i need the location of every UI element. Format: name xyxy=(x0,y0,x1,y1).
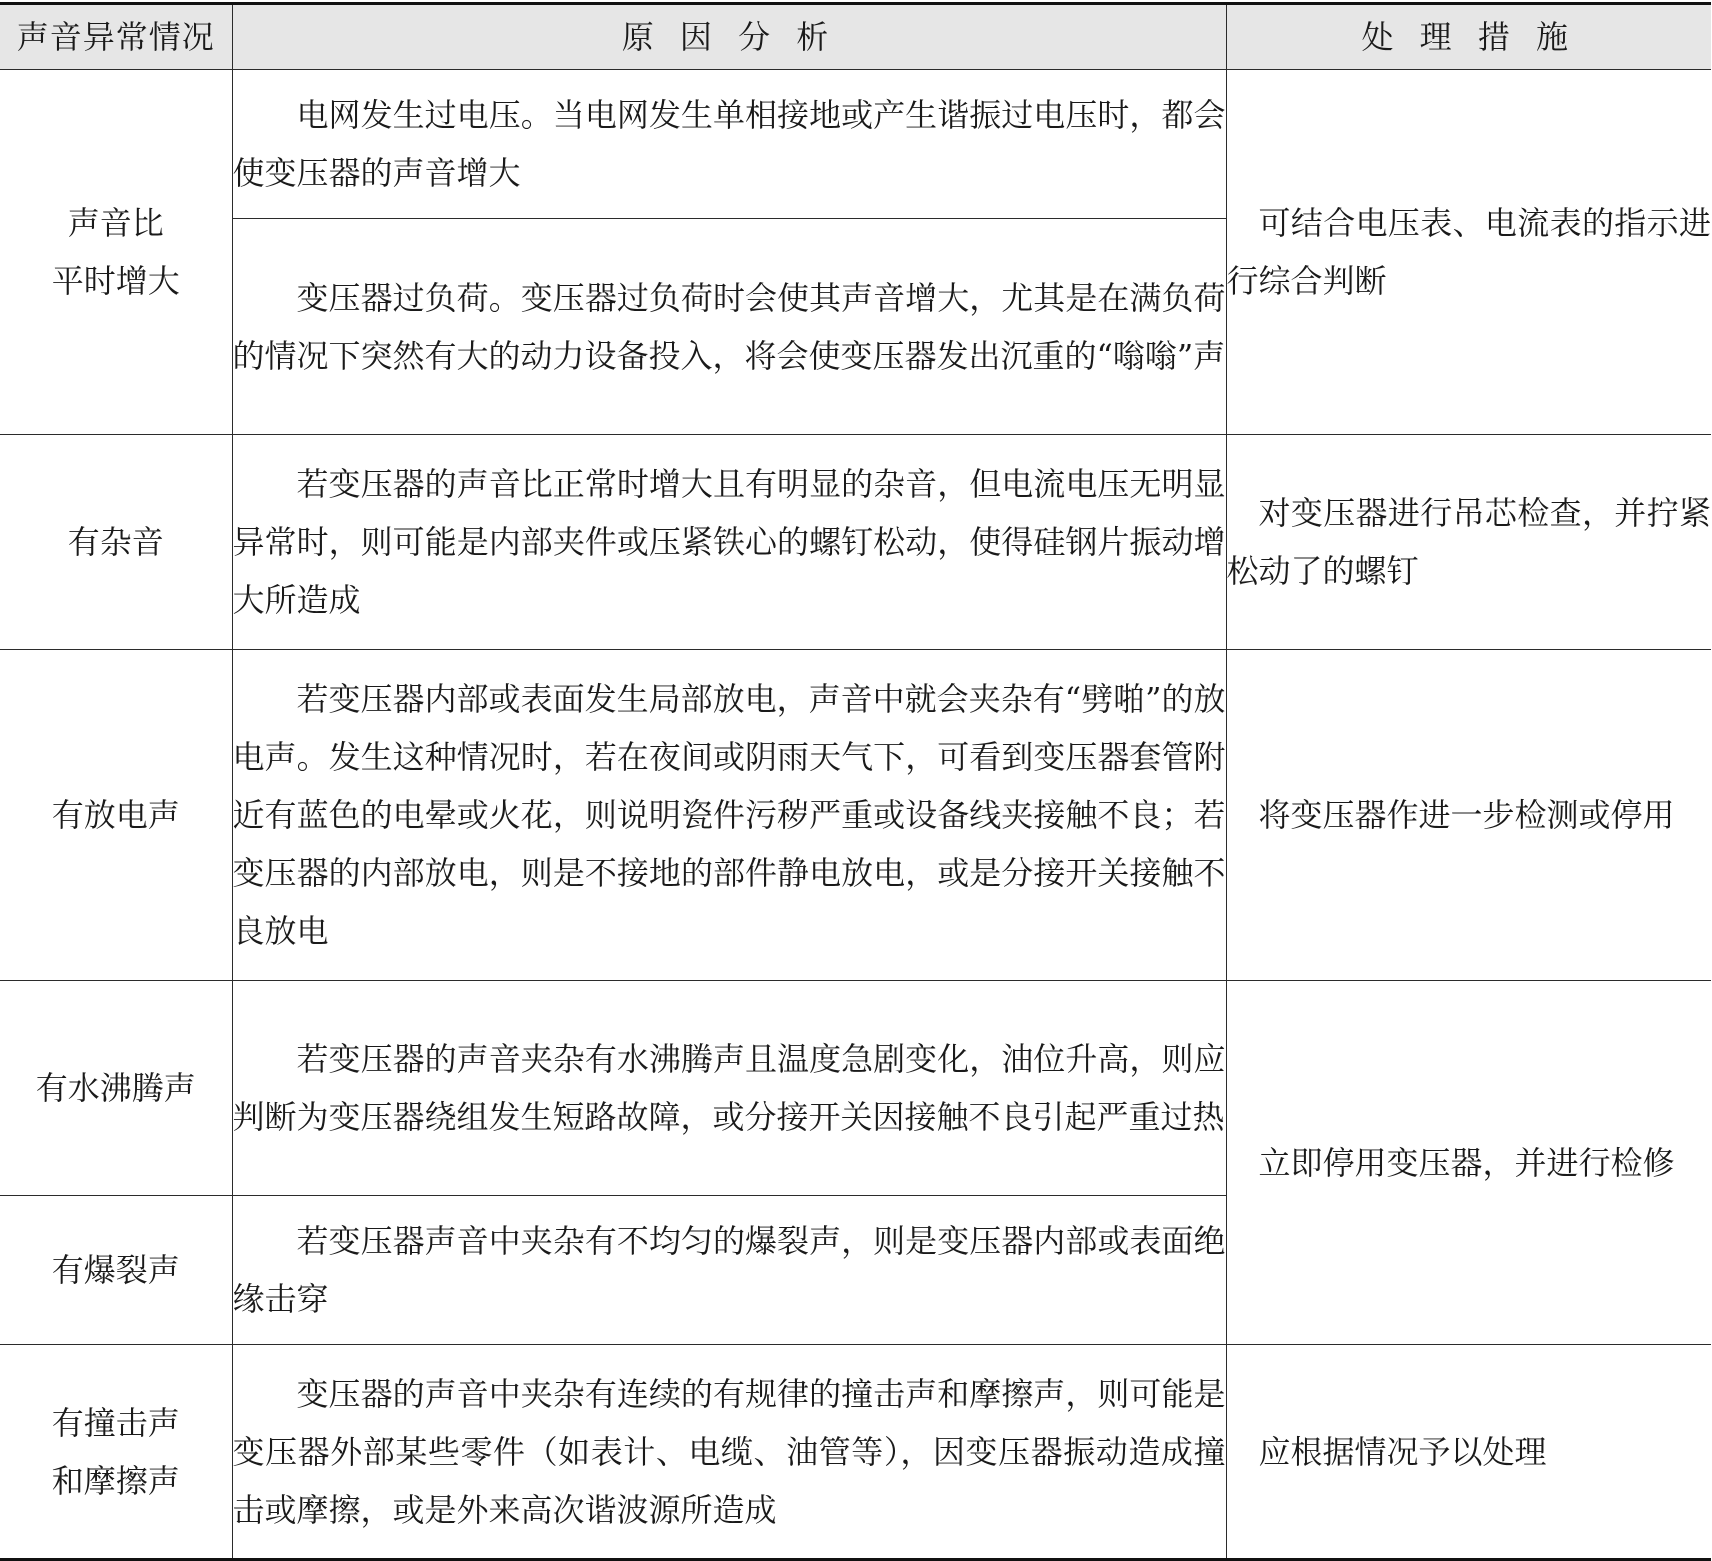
condition-cell: 有杂音 xyxy=(0,435,232,650)
table-row xyxy=(0,1345,1711,1560)
table-row xyxy=(0,70,1711,219)
cause-cell: 变压器过负荷。变压器过负荷时会使其声音增大，尤其是在满负荷的情况下突然有大的动力设备投入，将会使变压器发出沉重的“嗡嗡”声 xyxy=(232,219,1226,435)
header-measure: 处 理 措 施 xyxy=(1226,4,1711,70)
measure-cell: 应根据情况予以处理 xyxy=(1226,1345,1711,1560)
cause-cell: 若变压器声音中夹杂有不均匀的爆裂声，则是变压器内部或表面绝缘击穿 xyxy=(232,1196,1226,1345)
table-row xyxy=(0,435,1711,650)
condition-cell: 有水沸腾声 xyxy=(0,981,232,1196)
cause-cell: 若变压器内部或表面发生局部放电，声音中就会夹杂有“劈啪”的放电声。发生这种情况时，若在夜间或阴雨天气下，可看到变压器套管附近有蓝色的电晕或火花，则说明瓷件污秽严重或设备线夹接触不良；若变压器的内部放电，则是不接地的部件静电放电，或是分接开关接触不良放电 xyxy=(232,650,1226,981)
measure-cell: 可结合电压表、电流表的指示进行综合判断 xyxy=(1226,70,1711,435)
measure-cell: 对变压器进行吊芯检查，并拧紧松动了的螺钉 xyxy=(1226,435,1711,650)
condition-cell xyxy=(0,70,232,435)
measure-cell: 将变压器作进一步检测或停用 xyxy=(1226,650,1711,981)
cause-cell: 电网发生过电压。当电网发生单相接地或产生谐振过电压时，都会使变压器的声音增大 xyxy=(232,70,1226,219)
table-row xyxy=(0,650,1711,981)
measure-cell: 立即停用变压器，并进行检修 xyxy=(1226,981,1711,1345)
condition-cell xyxy=(0,1345,232,1560)
cause-cell: 若变压器的声音比正常时增大且有明显的杂音，但电流电压无明显异常时，则可能是内部夹件或压紧铁心的螺钉松动，使得硅钢片振动增大所造成 xyxy=(232,435,1226,650)
table-row xyxy=(0,981,1711,1196)
condition-line: 有撞击声 xyxy=(51,1403,180,1442)
header-condition: 声音异常情况 xyxy=(0,4,232,70)
cause-cell: 若变压器的声音夹杂有水沸腾声且温度急剧变化，油位升高，则应判断为变压器绕组发生短路故障，或分接开关因接触不良引起严重过热 xyxy=(232,981,1226,1196)
header-cause: 原 因 分 析 xyxy=(232,4,1226,70)
header-row xyxy=(0,4,1711,70)
condition-cell: 有放电声 xyxy=(0,650,232,981)
condition-line: 平时增大 xyxy=(51,262,180,300)
condition-line: 声音比 xyxy=(67,204,164,242)
condition-line: 和摩擦声 xyxy=(51,1461,180,1500)
cause-cell: 变压器的声音中夹杂有连续的有规律的撞击声和摩擦声，则可能是变压器外部某些零件（如表计、电缆、油管等），因变压器振动造成撞击或摩擦，或是外来高次谐波源所造成 xyxy=(232,1345,1226,1560)
condition-cell: 有爆裂声 xyxy=(0,1196,232,1345)
sound-abnormality-table xyxy=(0,2,1711,1561)
